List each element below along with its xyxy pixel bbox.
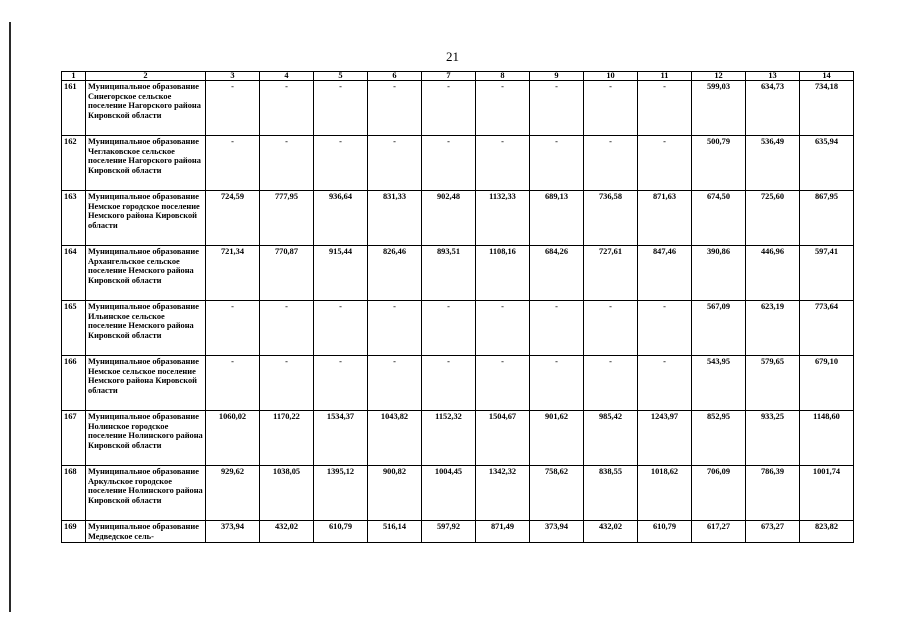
- table-cell: 679,10: [800, 356, 854, 411]
- table-cell: -: [206, 136, 260, 191]
- table-cell: -: [260, 136, 314, 191]
- row-number: 168: [62, 466, 86, 521]
- table-cell: 579,65: [746, 356, 800, 411]
- table-cell: 773,64: [800, 301, 854, 356]
- table-cell: -: [368, 136, 422, 191]
- row-number: 163: [62, 191, 86, 246]
- table-cell: 1152,32: [422, 411, 476, 466]
- table-cell: 867,95: [800, 191, 854, 246]
- municipality-name: Муниципальное образование Медведское сель-: [86, 521, 206, 543]
- table-cell: -: [638, 356, 692, 411]
- table-cell: -: [314, 81, 368, 136]
- table-cell: 758,62: [530, 466, 584, 521]
- table-cell: -: [206, 81, 260, 136]
- column-header: 4: [260, 72, 314, 81]
- table-cell: -: [638, 81, 692, 136]
- table-cell: 901,62: [530, 411, 584, 466]
- table-cell: 847,46: [638, 246, 692, 301]
- table-cell: 635,94: [800, 136, 854, 191]
- header-row: [62, 72, 854, 81]
- column-header: 12: [692, 72, 746, 81]
- column-header: 2: [86, 72, 206, 81]
- table-cell: 871,49: [476, 521, 530, 543]
- table-cell: 1170,22: [260, 411, 314, 466]
- column-header: 8: [476, 72, 530, 81]
- table-row: [62, 411, 854, 466]
- column-header: 9: [530, 72, 584, 81]
- column-header: 6: [368, 72, 422, 81]
- page-number: 21: [446, 49, 459, 64]
- table-cell: 736,58: [584, 191, 638, 246]
- table-cell: 724,59: [206, 191, 260, 246]
- table-cell: -: [476, 81, 530, 136]
- row-number: 162: [62, 136, 86, 191]
- table-cell: 543,95: [692, 356, 746, 411]
- tariff-table: [61, 71, 854, 543]
- table-cell: -: [422, 81, 476, 136]
- table-cell: -: [314, 356, 368, 411]
- table-row: [62, 521, 854, 543]
- table-row: [62, 136, 854, 191]
- table-cell: 1243,97: [638, 411, 692, 466]
- row-number: 169: [62, 521, 86, 543]
- table-cell: 536,49: [746, 136, 800, 191]
- table-cell: 597,92: [422, 521, 476, 543]
- table-cell: 432,02: [260, 521, 314, 543]
- table-cell: 597,41: [800, 246, 854, 301]
- column-header: 14: [800, 72, 854, 81]
- table-cell: 1504,67: [476, 411, 530, 466]
- table-cell: -: [206, 356, 260, 411]
- table-cell: -: [260, 81, 314, 136]
- table-cell: 1108,16: [476, 246, 530, 301]
- table-cell: 516,14: [368, 521, 422, 543]
- table-cell: -: [260, 356, 314, 411]
- table-cell: 432,02: [584, 521, 638, 543]
- table-cell: 871,63: [638, 191, 692, 246]
- municipality-name: Муниципальное образование Архангельское сельское поселение Немского района Кировской области: [86, 246, 206, 301]
- table-cell: 777,95: [260, 191, 314, 246]
- table-cell: -: [476, 136, 530, 191]
- table-cell: 1342,32: [476, 466, 530, 521]
- table-cell: -: [584, 356, 638, 411]
- table-row: [62, 246, 854, 301]
- table-cell: 1001,74: [800, 466, 854, 521]
- table-cell: 373,94: [206, 521, 260, 543]
- table-cell: 902,48: [422, 191, 476, 246]
- table-row: [62, 191, 854, 246]
- municipality-name: Муниципальное образование Синегорское сельское поселение Нагорского района Кировской области: [86, 81, 206, 136]
- table-cell: 567,09: [692, 301, 746, 356]
- municipality-name: Муниципальное образование Чеглаковское сельское поселение Нагорского района Кировской области: [86, 136, 206, 191]
- column-header: 7: [422, 72, 476, 81]
- table-cell: 684,26: [530, 246, 584, 301]
- table-cell: -: [584, 136, 638, 191]
- table-cell: 933,25: [746, 411, 800, 466]
- table-cell: 373,94: [530, 521, 584, 543]
- municipality-name: Муниципальное образование Немское городское поселение Немского района Кировской области: [86, 191, 206, 246]
- table-cell: -: [368, 301, 422, 356]
- table-row: [62, 81, 854, 136]
- table-cell: 1018,62: [638, 466, 692, 521]
- table-cell: 1534,37: [314, 411, 368, 466]
- municipality-name: Муниципальное образование Ильинское сельское поселение Немского района Кировской области: [86, 301, 206, 356]
- table-cell: 446,96: [746, 246, 800, 301]
- table-cell: -: [206, 301, 260, 356]
- table-cell: 786,39: [746, 466, 800, 521]
- table-cell: -: [476, 301, 530, 356]
- table-cell: -: [314, 301, 368, 356]
- column-header: 3: [206, 72, 260, 81]
- table-cell: 706,09: [692, 466, 746, 521]
- table-cell: -: [530, 81, 584, 136]
- table-cell: -: [530, 356, 584, 411]
- table-row: [62, 356, 854, 411]
- table-cell: -: [422, 356, 476, 411]
- table-cell: 727,61: [584, 246, 638, 301]
- table-cell: -: [368, 81, 422, 136]
- row-number: 161: [62, 81, 86, 136]
- table-cell: -: [260, 301, 314, 356]
- table-cell: 1148,60: [800, 411, 854, 466]
- table-cell: 929,62: [206, 466, 260, 521]
- municipality-name: Муниципальное образование Нолинское городское поселение Нолинского района Кировской области: [86, 411, 206, 466]
- table-cell: -: [530, 301, 584, 356]
- row-number: 165: [62, 301, 86, 356]
- column-header: 5: [314, 72, 368, 81]
- table-cell: -: [530, 136, 584, 191]
- table-cell: 390,86: [692, 246, 746, 301]
- table-cell: -: [638, 136, 692, 191]
- row-number: 166: [62, 356, 86, 411]
- municipality-name: Муниципальное образование Аркульское городское поселение Нолинского района Кировской области: [86, 466, 206, 521]
- table-cell: 823,82: [800, 521, 854, 543]
- table-cell: 673,27: [746, 521, 800, 543]
- table-cell: 915,44: [314, 246, 368, 301]
- table-row: [62, 301, 854, 356]
- table-cell: -: [368, 356, 422, 411]
- table-cell: -: [422, 301, 476, 356]
- table-cell: -: [584, 301, 638, 356]
- table-cell: 623,19: [746, 301, 800, 356]
- column-header: 1: [62, 72, 86, 81]
- table-cell: 852,95: [692, 411, 746, 466]
- table-cell: 610,79: [314, 521, 368, 543]
- table-cell: 936,64: [314, 191, 368, 246]
- table-cell: 1060,02: [206, 411, 260, 466]
- table-cell: 1395,12: [314, 466, 368, 521]
- table-cell: 500,79: [692, 136, 746, 191]
- table-cell: -: [422, 136, 476, 191]
- table-cell: 617,27: [692, 521, 746, 543]
- table-cell: -: [584, 81, 638, 136]
- table-cell: 725,60: [746, 191, 800, 246]
- table-cell: 610,79: [638, 521, 692, 543]
- table-cell: 893,51: [422, 246, 476, 301]
- table-cell: 1004,45: [422, 466, 476, 521]
- table-cell: 831,33: [368, 191, 422, 246]
- table-cell: 770,87: [260, 246, 314, 301]
- table-cell: 838,55: [584, 466, 638, 521]
- table-cell: 985,42: [584, 411, 638, 466]
- table-cell: 826,46: [368, 246, 422, 301]
- table-cell: -: [314, 136, 368, 191]
- table-cell: 1038,05: [260, 466, 314, 521]
- municipality-name: Муниципальное образование Немское сельское поселение Немского района Кировской области: [86, 356, 206, 411]
- table-cell: 734,18: [800, 81, 854, 136]
- left-margin-line: [9, 22, 11, 612]
- table-cell: 674,50: [692, 191, 746, 246]
- table-cell: 900,82: [368, 466, 422, 521]
- table-cell: 689,13: [530, 191, 584, 246]
- column-header: 11: [638, 72, 692, 81]
- table-cell: 634,73: [746, 81, 800, 136]
- column-header: 10: [584, 72, 638, 81]
- table-row: [62, 466, 854, 521]
- table-cell: 1132,33: [476, 191, 530, 246]
- row-number: 164: [62, 246, 86, 301]
- row-number: 167: [62, 411, 86, 466]
- table-cell: -: [638, 301, 692, 356]
- table-cell: 1043,82: [368, 411, 422, 466]
- table-cell: 721,34: [206, 246, 260, 301]
- table-cell: -: [476, 356, 530, 411]
- table-cell: 599,03: [692, 81, 746, 136]
- column-header: 13: [746, 72, 800, 81]
